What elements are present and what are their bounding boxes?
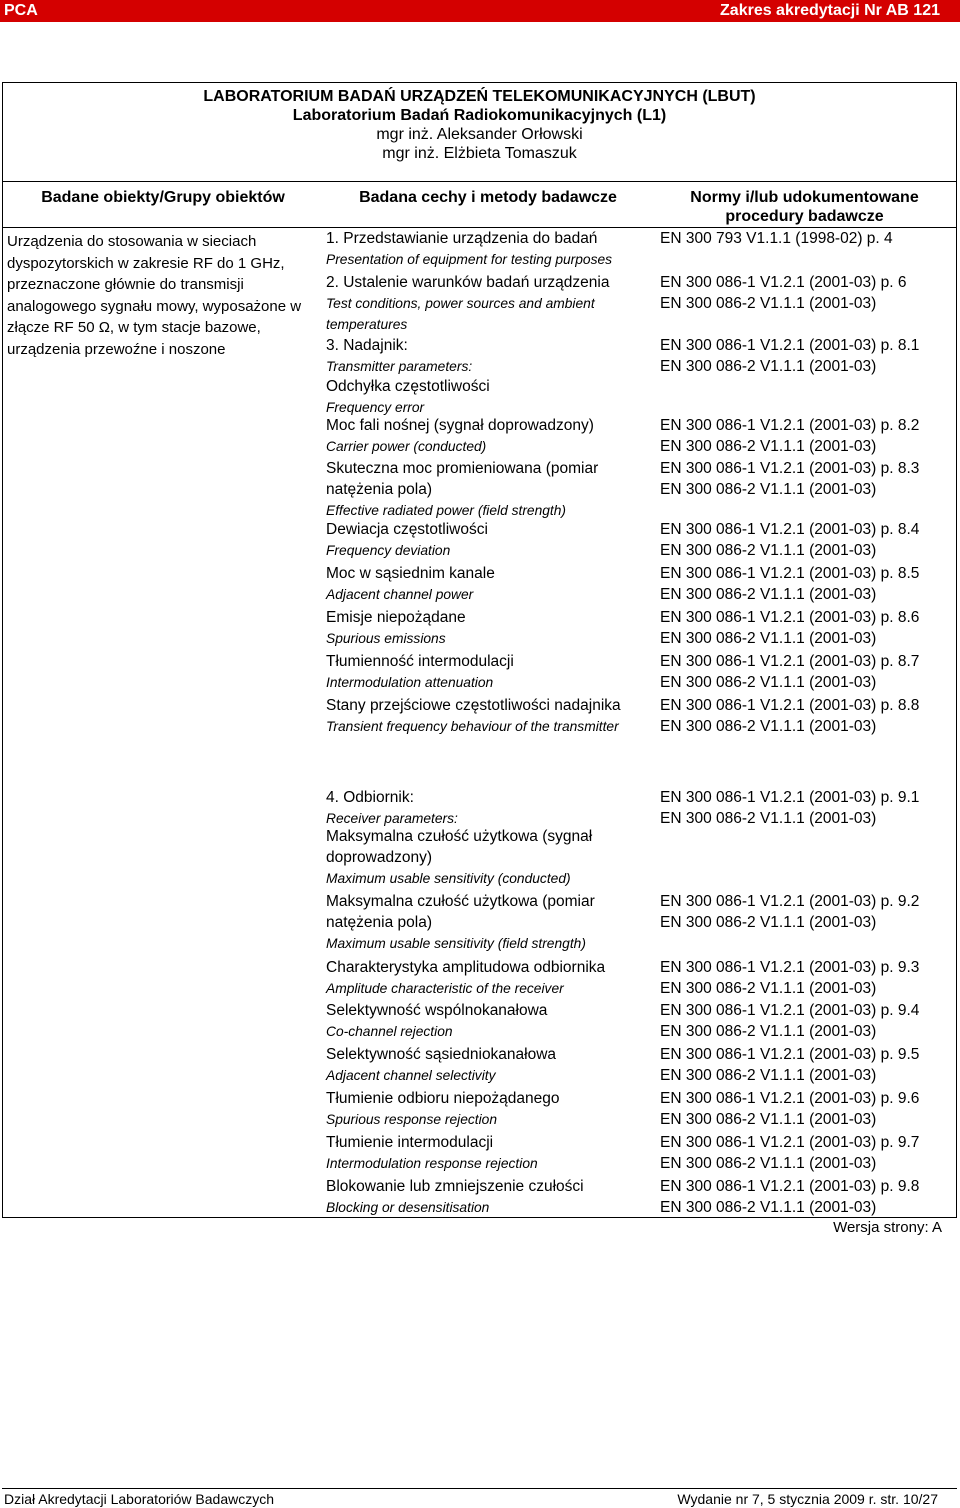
footer-right: Wydanie nr 7, 5 stycznia 2009 r. str. 10/27 xyxy=(677,1491,938,1507)
method-item xyxy=(326,376,656,418)
method-name-pl: Stany przejściowe częstotliwości nadajnika xyxy=(326,697,621,714)
norm-item xyxy=(660,957,919,999)
method-name-pl: Dewiacja częstotliwości xyxy=(326,521,488,538)
method-name-pl: Maksymalna czułość użytkowa (pomiar natężenia pola) xyxy=(326,893,595,931)
norm-primary: EN 300 086-1 V1.2.1 (2001-03) p. 9.4 xyxy=(660,1002,920,1019)
norm-item xyxy=(660,695,919,737)
norm-primary: EN 300 086-1 V1.2.1 (2001-03) p. 8.6 xyxy=(660,609,920,626)
method-item xyxy=(326,519,656,561)
norm-secondary: EN 300 086-2 V1.1.1 (2001-03) xyxy=(660,1023,877,1040)
method-name-en: Frequency error xyxy=(326,400,425,415)
norm-item xyxy=(660,458,919,500)
method-name-en: Spurious response rejection xyxy=(326,1112,498,1127)
norm-primary: EN 300 086-1 V1.2.1 (2001-03) p. 8.7 xyxy=(660,653,920,670)
norm-secondary: EN 300 086-2 V1.1.1 (2001-03) xyxy=(660,1111,877,1128)
method-name-en: Carrier power (conducted) xyxy=(326,439,487,454)
method-name-pl: Emisje niepożądane xyxy=(326,609,466,626)
divider xyxy=(3,181,956,182)
method-item xyxy=(326,415,656,457)
method-item xyxy=(326,1088,656,1130)
lab-header xyxy=(3,83,956,163)
norm-item xyxy=(660,563,919,605)
norm-primary: EN 300 086-1 V1.2.1 (2001-03) p. 9.2 xyxy=(660,893,920,910)
method-name-en: Spurious emissions xyxy=(326,631,446,646)
method-name-en: Adjacent channel selectivity xyxy=(326,1068,496,1083)
norm-secondary: EN 300 086-2 V1.1.1 (2001-03) xyxy=(660,1155,877,1172)
sublab-name: Laboratorium Badań Radiokomunikacyjnych (L1) xyxy=(292,107,667,124)
tested-objects: Urządzenia do stosowania w sieciach dyspozytorskich w zakresie RF do 1 GHz, przeznaczone głównie do transmisji analogowego sygnału mowy, wyposażone w złącze RF 50 Ω, w tym stacje bazowe, urządzenia przewoźne i noszone xyxy=(7,233,302,358)
norm-item xyxy=(660,1044,919,1086)
method-name-en: Frequency deviation xyxy=(326,543,451,558)
method-item xyxy=(326,891,646,954)
page-version: Wersja strony: A xyxy=(833,1219,942,1236)
norm-secondary: EN 300 086-2 V1.1.1 (2001-03) xyxy=(660,630,877,647)
method-name-pl: Selektywność wspólnokanałowa xyxy=(326,1002,548,1019)
method-name-pl: Charakterystyka amplitudowa odbiornika xyxy=(326,959,606,976)
norm-primary: EN 300 086-1 V1.2.1 (2001-03) p. 6 xyxy=(660,274,907,291)
method-name-en: Intermodulation response rejection xyxy=(326,1156,538,1171)
manager-2: mgr inż. Elżbieta Tomaszuk xyxy=(382,145,577,162)
norm-primary: EN 300 086-1 V1.2.1 (2001-03) p. 9.8 xyxy=(660,1178,920,1195)
norm-item xyxy=(660,519,919,561)
norm-primary: EN 300 086-1 V1.2.1 (2001-03) p. 8.5 xyxy=(660,565,920,582)
norm-primary: EN 300 793 V1.1.1 (1998-02) p. 4 xyxy=(660,230,893,247)
method-item xyxy=(326,228,656,270)
norm-secondary: EN 300 086-2 V1.1.1 (2001-03) xyxy=(660,542,877,559)
norm-item xyxy=(660,1176,919,1218)
method-item xyxy=(326,957,656,999)
norm-secondary: EN 300 086-2 V1.1.1 (2001-03) xyxy=(660,1067,877,1084)
method-name-pl: 3. Nadajnik: xyxy=(326,337,408,354)
method-name-en: Blocking or desensitisation xyxy=(326,1200,490,1215)
method-name-pl: Odchyłka częstotliwości xyxy=(326,378,490,395)
method-name-pl: Skuteczna moc promieniowana (pomiar natężenia pola) xyxy=(326,460,599,498)
method-name-pl: Blokowanie lub zmniejszenie czułości xyxy=(326,1178,584,1195)
method-name-pl: Moc fali nośnej (sygnał doprowadzony) xyxy=(326,417,594,434)
header-title: Zakres akredytacji Nr AB 121 xyxy=(720,2,940,19)
method-name-pl: Tłumienie odbioru niepożądanego xyxy=(326,1090,560,1107)
norm-secondary: EN 300 086-2 V1.1.1 (2001-03) xyxy=(660,295,877,312)
norm-item xyxy=(660,787,919,829)
method-item xyxy=(326,335,656,377)
norm-item xyxy=(660,272,906,314)
method-name-en: Adjacent channel power xyxy=(326,587,474,602)
method-name-en: Maximum usable sensitivity (conducted) xyxy=(326,871,571,886)
col-header-objects: Badane obiekty/Grupy obiektów xyxy=(41,189,285,206)
footer-left: Dział Akredytacji Laboratoriów Badawczych xyxy=(4,1491,275,1507)
method-name-pl: 2. Ustalenie warunków badań urządzenia xyxy=(326,274,610,291)
manager-1: mgr inż. Aleksander Orłowski xyxy=(376,126,583,143)
norm-item xyxy=(660,651,919,693)
norm-item xyxy=(660,607,919,649)
method-item xyxy=(326,1000,656,1042)
norm-secondary: EN 300 086-2 V1.1.1 (2001-03) xyxy=(660,980,877,997)
norm-primary: EN 300 086-1 V1.2.1 (2001-03) p. 8.2 xyxy=(660,417,920,434)
norm-primary: EN 300 086-1 V1.2.1 (2001-03) p. 9.3 xyxy=(660,959,920,976)
method-item xyxy=(326,787,656,829)
method-name-pl: Moc w sąsiednim kanale xyxy=(326,565,495,582)
footer-divider xyxy=(2,1488,957,1489)
norm-secondary: EN 300 086-2 V1.1.1 (2001-03) xyxy=(660,914,877,931)
method-name-en: Intermodulation attenuation xyxy=(326,675,494,690)
method-name-pl: Tłumienie intermodulacji xyxy=(326,1134,494,1151)
col-header-norms: Normy i/lub udokumentowane procedury badawcze xyxy=(690,189,919,225)
method-name-en: Presentation of equipment for testing purposes xyxy=(326,252,613,267)
method-name-pl: Maksymalna czułość użytkowa (sygnał doprowadzony) xyxy=(326,828,593,866)
method-item xyxy=(326,563,656,605)
norm-secondary: EN 300 086-2 V1.1.1 (2001-03) xyxy=(660,438,877,455)
method-name-en: Co-channel rejection xyxy=(326,1024,453,1039)
method-item xyxy=(326,1132,656,1174)
norm-secondary: EN 300 086-2 V1.1.1 (2001-03) xyxy=(660,586,877,603)
header-org: PCA xyxy=(4,2,38,19)
method-name-pl: 4. Odbiornik: xyxy=(326,789,414,806)
method-name-pl: 1. Przedstawianie urządzenia do badań xyxy=(326,230,598,247)
method-name-en: Amplitude characteristic of the receiver xyxy=(326,981,564,996)
norm-primary: EN 300 086-1 V1.2.1 (2001-03) p. 8.3 xyxy=(660,460,920,477)
method-item xyxy=(326,458,626,521)
method-name-en: Transmitter parameters: xyxy=(326,359,473,374)
norm-secondary: EN 300 086-2 V1.1.1 (2001-03) xyxy=(660,674,877,691)
method-name-en: Transient frequency behaviour of the transmitter xyxy=(326,719,619,734)
method-name-pl: Tłumienność intermodulacji xyxy=(326,653,514,670)
lab-name: LABORATORIUM BADAŃ URZĄDZEŃ TELEKOMUNIKACYJNYCH (LBUT) xyxy=(203,88,756,105)
method-name-en: Maximum usable sensitivity (field strength) xyxy=(326,936,586,951)
method-name-en: Effective radiated power (field strength) xyxy=(326,503,567,518)
norm-secondary: EN 300 086-2 V1.1.1 (2001-03) xyxy=(660,358,877,375)
norm-item xyxy=(660,1132,919,1174)
norm-primary: EN 300 086-1 V1.2.1 (2001-03) p. 8.8 xyxy=(660,697,920,714)
norm-primary: EN 300 086-1 V1.2.1 (2001-03) p. 9.6 xyxy=(660,1090,920,1107)
norm-secondary: EN 300 086-2 V1.1.1 (2001-03) xyxy=(660,481,877,498)
col-header-methods: Badana cechy i metody badawcze xyxy=(359,189,617,206)
method-item xyxy=(326,607,656,649)
norm-primary: EN 300 086-1 V1.2.1 (2001-03) p. 9.1 xyxy=(660,789,920,806)
norm-secondary: EN 300 086-2 V1.1.1 (2001-03) xyxy=(660,1199,877,1216)
norm-item xyxy=(660,415,919,457)
norm-primary: EN 300 086-1 V1.2.1 (2001-03) p. 9.5 xyxy=(660,1046,920,1063)
method-item xyxy=(326,272,656,335)
norm-secondary: EN 300 086-2 V1.1.1 (2001-03) xyxy=(660,810,877,827)
method-item xyxy=(326,1044,656,1086)
norm-item xyxy=(660,228,893,249)
method-item xyxy=(326,695,626,737)
norm-item xyxy=(660,1088,919,1130)
method-item xyxy=(326,826,626,889)
norm-primary: EN 300 086-1 V1.2.1 (2001-03) p. 8.1 xyxy=(660,337,920,354)
norm-primary: EN 300 086-1 V1.2.1 (2001-03) p. 9.7 xyxy=(660,1134,920,1151)
method-name-en: Test conditions, power sources and ambient temperatures xyxy=(326,296,595,332)
method-name-pl: Selektywność sąsiedniokanałowa xyxy=(326,1046,557,1063)
norm-item xyxy=(660,1000,919,1042)
norm-primary: EN 300 086-1 V1.2.1 (2001-03) p. 8.4 xyxy=(660,521,920,538)
header-bar xyxy=(0,0,960,22)
method-item xyxy=(326,651,656,693)
method-item xyxy=(326,1176,656,1218)
norm-secondary: EN 300 086-2 V1.1.1 (2001-03) xyxy=(660,718,877,735)
norm-item xyxy=(660,335,919,377)
method-name-en: Receiver parameters: xyxy=(326,811,458,826)
norm-item xyxy=(660,891,919,933)
